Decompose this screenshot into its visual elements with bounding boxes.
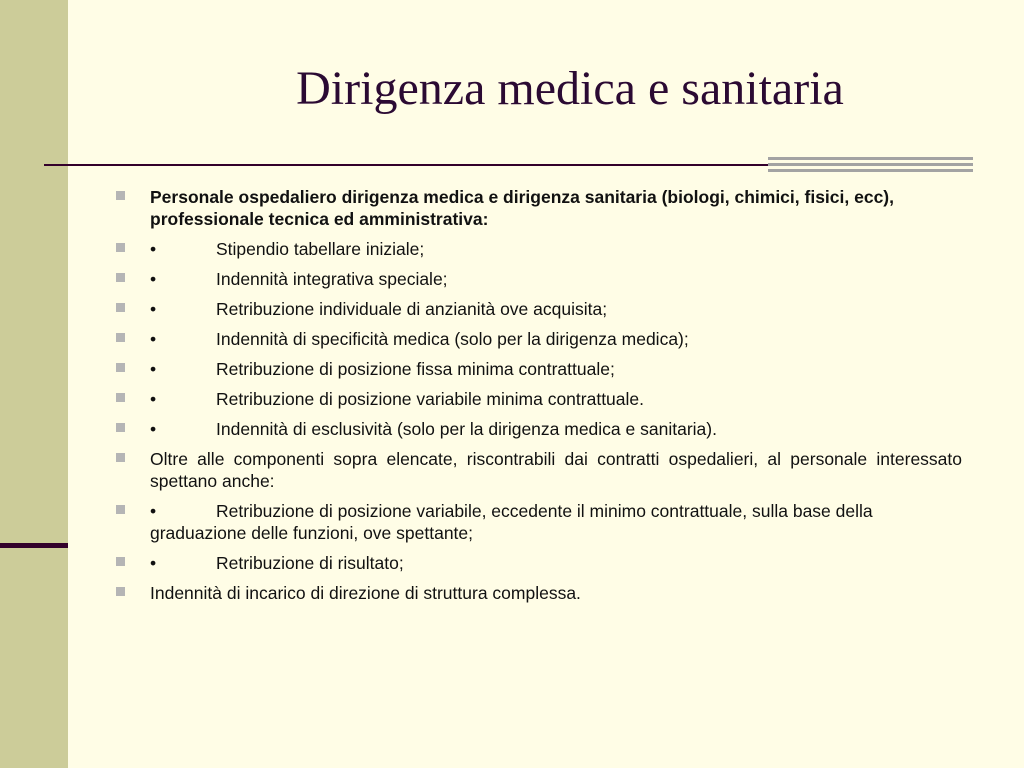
list-item xyxy=(116,268,962,290)
list-item xyxy=(116,582,962,604)
list-item-text: Personale ospedaliero dirigenza medica e dirigenza sanitaria (biologi, chimici, fisici, ecc), professionale tecnica ed amministrativa: xyxy=(150,187,894,229)
list-item xyxy=(116,418,962,440)
square-bullet-icon xyxy=(116,363,125,372)
bullet-glyph: • xyxy=(150,419,157,439)
square-bullet-icon xyxy=(116,333,125,342)
list-item-text: Indennità di incarico di direzione di struttura complessa. xyxy=(150,583,581,603)
square-bullet-icon xyxy=(116,557,125,566)
list-item-text: Oltre alle componenti sopra elencate, riscontrabili dai contratti ospedalieri, al personale interessato spettano anche: xyxy=(150,449,962,491)
square-bullet-icon xyxy=(116,423,125,432)
list-item xyxy=(116,358,962,380)
square-bullet-icon xyxy=(116,191,125,200)
list-item xyxy=(116,552,962,574)
bullet-glyph: • xyxy=(150,329,157,349)
bullet-glyph: • xyxy=(150,359,157,379)
list-item xyxy=(116,388,962,410)
list-item-text: Retribuzione di posizione variabile, eccedente il minimo contrattuale, sulla base della xyxy=(216,501,873,521)
bullet-glyph: • xyxy=(150,269,157,289)
left-bar-accent-line xyxy=(0,543,68,548)
square-bullet-icon xyxy=(116,273,125,282)
square-bullet-icon xyxy=(116,587,125,596)
list-item-text: Indennità di specificità medica (solo per la dirigenza medica); xyxy=(216,329,689,349)
list-item-text: Retribuzione di posizione variabile minima contrattuale. xyxy=(216,389,644,409)
bullet-glyph: • xyxy=(150,501,157,521)
bullet-glyph: • xyxy=(150,553,157,573)
bullet-list xyxy=(116,186,962,612)
square-bullet-icon xyxy=(116,393,125,402)
list-item-continuation: graduazione delle funzioni, ove spettante; xyxy=(150,523,474,543)
left-decorative-bar xyxy=(0,0,68,768)
bullet-glyph: • xyxy=(150,299,157,319)
list-item xyxy=(116,500,962,544)
list-item xyxy=(116,448,962,492)
bullet-glyph: • xyxy=(150,389,157,409)
list-item-text: Stipendio tabellare iniziale; xyxy=(216,239,425,259)
list-item xyxy=(116,238,962,260)
list-item xyxy=(116,298,962,320)
square-bullet-icon xyxy=(116,453,125,462)
list-item-text: Retribuzione di risultato; xyxy=(216,553,404,573)
bullet-glyph: • xyxy=(150,239,157,259)
list-item-text: Indennità di esclusività (solo per la dirigenza medica e sanitaria). xyxy=(216,419,717,439)
decorative-gray-lines xyxy=(768,157,973,175)
list-item xyxy=(116,186,962,230)
list-item xyxy=(116,328,962,350)
square-bullet-icon xyxy=(116,505,125,514)
list-item-text: Retribuzione individuale di anzianità ove acquisita; xyxy=(216,299,608,319)
list-item-text: Retribuzione di posizione fissa minima contrattuale; xyxy=(216,359,615,379)
square-bullet-icon xyxy=(116,243,125,252)
slide-title: Dirigenza medica e sanitaria xyxy=(296,62,844,115)
list-item-text: Indennità integrativa speciale; xyxy=(216,269,448,289)
square-bullet-icon xyxy=(116,303,125,312)
